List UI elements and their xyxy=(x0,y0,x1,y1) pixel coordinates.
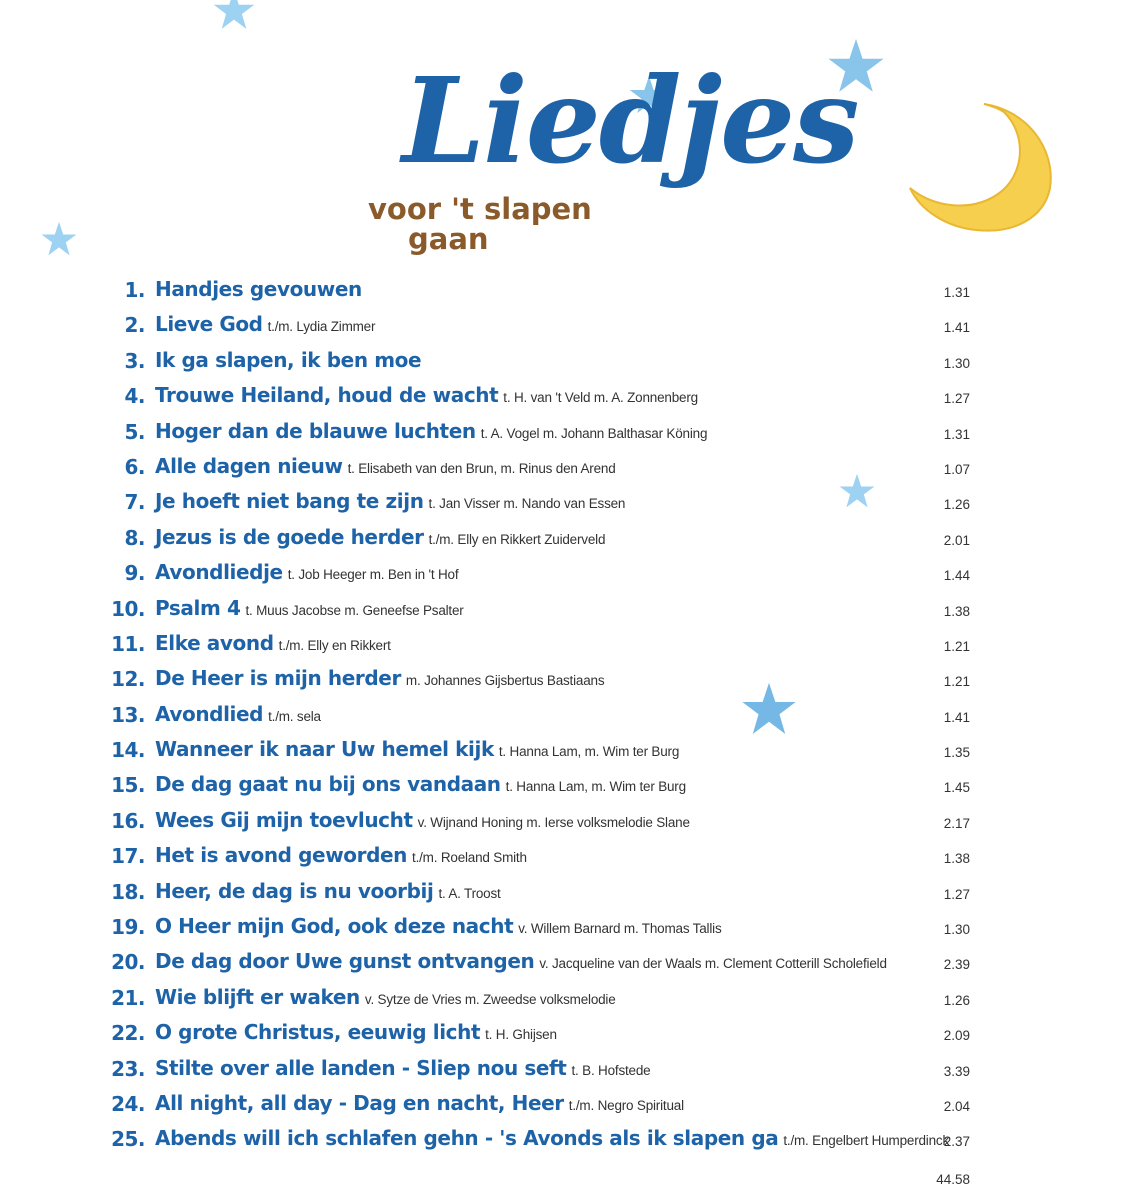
track-duration: 1.30 xyxy=(943,355,970,371)
star-icon xyxy=(40,220,78,258)
track-line xyxy=(155,949,887,973)
track-credits: t./m. Lydia Zimmer xyxy=(267,319,376,335)
track-number: 20. xyxy=(111,950,145,975)
track-duration: 1.35 xyxy=(943,745,970,761)
track-duration: 1.38 xyxy=(943,603,970,619)
track-credits: t./m. Roeland Smith xyxy=(412,850,527,866)
track-title: De dag gaat nu bij ons vandaan xyxy=(155,772,501,797)
track-title: Lieve God xyxy=(155,312,263,337)
track-row xyxy=(0,983,1131,1018)
track-line xyxy=(155,666,604,690)
track-line xyxy=(155,1020,557,1044)
track-duration: 1.26 xyxy=(943,497,970,513)
track-duration: 1.41 xyxy=(943,709,970,725)
track-line xyxy=(155,454,616,478)
track-line xyxy=(155,879,501,903)
track-line xyxy=(155,596,464,620)
track-row xyxy=(0,381,1131,416)
track-row xyxy=(0,346,1131,381)
track-line xyxy=(155,772,686,796)
track-title: Wanneer ik naar Uw hemel kijk xyxy=(155,737,494,762)
track-duration: 1.44 xyxy=(943,568,970,584)
track-line xyxy=(155,631,391,655)
track-number: 5. xyxy=(124,419,145,444)
track-title: Ik ga slapen, ik ben moe xyxy=(155,347,422,372)
track-credits: t./m. Elly en Rikkert Zuiderveld xyxy=(428,531,606,547)
subtitle-line-1: voor 't slapen xyxy=(368,192,592,226)
track-row xyxy=(0,1124,1131,1159)
track-credits: t. Hanna Lam, m. Wim ter Burg xyxy=(505,779,686,795)
track-number: 22. xyxy=(111,1021,145,1046)
track-duration: 2.09 xyxy=(943,1028,970,1044)
page-subtitle xyxy=(368,194,628,254)
track-line xyxy=(155,1091,684,1115)
track-title: Abends will ich schlafen gehn - 's Avonds als ik slapen ga xyxy=(155,1126,779,1151)
track-row xyxy=(0,1018,1131,1053)
page-title: Liedjes xyxy=(402,51,858,190)
track-row xyxy=(0,1089,1131,1124)
track-credits: t. Hanna Lam, m. Wim ter Burg xyxy=(498,744,680,760)
track-duration: 1.41 xyxy=(943,320,970,336)
track-row xyxy=(0,558,1131,593)
track-line xyxy=(155,737,679,761)
track-line xyxy=(155,489,625,513)
track-duration: 1.27 xyxy=(943,886,970,902)
track-number: 19. xyxy=(111,915,145,940)
track-line xyxy=(155,1056,650,1080)
track-title: Wees Gij mijn toevlucht xyxy=(155,807,413,832)
track-title: Heer, de dag is nu voorbij xyxy=(155,878,434,903)
track-row xyxy=(0,947,1131,982)
track-row xyxy=(0,700,1131,735)
track-row xyxy=(0,452,1131,487)
track-number: 8. xyxy=(124,525,145,550)
track-row xyxy=(0,523,1131,558)
track-line xyxy=(155,843,527,867)
track-line xyxy=(155,808,690,832)
track-line xyxy=(155,348,426,372)
track-credits: t./m. Engelbert Humperdinck xyxy=(783,1133,950,1149)
track-credits: t. Elisabeth van den Brun, m. Rinus den Arend xyxy=(347,460,616,476)
track-row xyxy=(0,487,1131,522)
track-line xyxy=(155,985,616,1009)
track-line xyxy=(155,312,375,336)
track-credits: v. Willem Barnard m. Thomas Tallis xyxy=(518,921,722,937)
track-number: 9. xyxy=(124,561,145,586)
track-title: Trouwe Heiland, houd de wacht xyxy=(155,383,499,408)
track-duration: 1.38 xyxy=(943,851,970,867)
track-number: 3. xyxy=(124,348,145,373)
track-row xyxy=(0,629,1131,664)
track-line xyxy=(155,1126,949,1150)
track-credits: v. Sytze de Vries m. Zweedse volksmelodie xyxy=(364,991,616,1007)
track-title: Avondliedje xyxy=(155,560,283,585)
track-duration: 1.21 xyxy=(943,638,970,654)
track-number: 10. xyxy=(111,596,145,621)
track-line xyxy=(155,419,707,443)
track-title: Wie blijft er waken xyxy=(155,984,360,1009)
track-row xyxy=(0,735,1131,770)
track-line xyxy=(155,525,605,549)
subtitle-line-2: gaan xyxy=(408,222,489,256)
track-duration: 1.31 xyxy=(943,426,970,442)
track-title: O Heer mijn God, ook deze nacht xyxy=(155,914,514,939)
track-credits: v. Wijnand Honing m. Ierse volksmelodie Slane xyxy=(417,814,690,830)
track-credits: t. H. van 't Veld m. A. Zonnenberg xyxy=(503,390,698,406)
track-line xyxy=(155,914,722,938)
track-duration: 2.04 xyxy=(943,1098,970,1114)
track-title: Psalm 4 xyxy=(155,595,241,620)
track-title: Je hoeft niet bang te zijn xyxy=(155,489,424,514)
track-row xyxy=(0,594,1131,629)
track-number: 7. xyxy=(124,490,145,515)
track-credits: t./m. Elly en Rikkert xyxy=(278,637,391,653)
track-title: Alle dagen nieuw xyxy=(155,453,343,478)
track-duration: 2.17 xyxy=(943,815,970,831)
track-duration: 1.21 xyxy=(943,674,970,690)
track-title: Jezus is de goede herder xyxy=(155,524,424,549)
track-title: Hoger dan de blauwe luchten xyxy=(155,418,476,443)
track-list xyxy=(0,275,1131,1160)
track-row xyxy=(0,912,1131,947)
track-duration: 2.01 xyxy=(943,532,970,548)
track-row xyxy=(0,806,1131,841)
track-number: 16. xyxy=(111,808,145,833)
track-row xyxy=(0,877,1131,912)
track-duration: 1.07 xyxy=(943,461,970,477)
track-title: Handjes gevouwen xyxy=(155,277,362,301)
track-duration: 2.37 xyxy=(943,1134,970,1150)
track-number: 12. xyxy=(111,667,145,692)
track-credits: t. B. Hofstede xyxy=(571,1062,651,1078)
track-row xyxy=(0,310,1131,345)
track-duration: 1.31 xyxy=(943,285,970,300)
track-credits: t. A. Troost xyxy=(438,885,501,901)
moon-icon xyxy=(906,100,1062,236)
track-number: 23. xyxy=(111,1056,145,1081)
track-number: 17. xyxy=(111,844,145,869)
track-line xyxy=(155,560,458,584)
track-row xyxy=(0,275,1131,310)
track-title: O grote Christus, eeuwig licht xyxy=(155,1020,481,1045)
track-title: Het is avond geworden xyxy=(155,843,408,868)
track-number: 4. xyxy=(124,384,145,409)
track-line xyxy=(155,702,321,726)
track-row xyxy=(0,770,1131,805)
track-title: Avondlied xyxy=(155,701,264,726)
track-title: All night, all day - Dag en nacht, Heer xyxy=(155,1090,564,1115)
track-row xyxy=(0,417,1131,452)
track-number: 25. xyxy=(111,1127,145,1152)
track-duration: 1.30 xyxy=(943,922,970,938)
track-credits: t. Job Heeger m. Ben in 't Hof xyxy=(287,567,459,583)
track-number: 11. xyxy=(111,631,145,656)
star-icon xyxy=(212,0,256,32)
track-credits: t./m. Negro Spiritual xyxy=(568,1097,684,1113)
total-duration: 44.58 xyxy=(936,1172,970,1187)
track-credits: t. H. Ghijsen xyxy=(485,1027,557,1043)
track-credits: t. Muus Jacobse m. Geneefse Psalter xyxy=(245,602,464,618)
track-credits: t./m. sela xyxy=(268,708,321,724)
track-credits: v. Jacqueline van der Waals m. Clement Cotterill Scholefield xyxy=(539,956,887,972)
track-number: 21. xyxy=(111,985,145,1010)
track-duration: 3.39 xyxy=(943,1063,970,1079)
track-number: 2. xyxy=(124,313,145,338)
track-number: 13. xyxy=(111,702,145,727)
track-duration: 2.39 xyxy=(943,957,970,973)
track-row xyxy=(0,841,1131,876)
track-duration: 1.27 xyxy=(943,391,970,407)
track-line xyxy=(155,383,698,407)
track-row xyxy=(0,664,1131,699)
track-row xyxy=(0,1054,1131,1089)
track-duration: 1.26 xyxy=(943,992,970,1008)
track-credits: t. Jan Visser m. Nando van Essen xyxy=(428,496,626,512)
track-number: 15. xyxy=(111,773,145,798)
track-credits: t. A. Vogel m. Johann Balthasar Köning xyxy=(480,425,708,441)
track-title: Elke avond xyxy=(155,630,274,655)
track-number: 18. xyxy=(111,879,145,904)
track-number: 6. xyxy=(124,454,145,479)
track-line xyxy=(155,277,367,301)
track-duration: 1.45 xyxy=(943,780,970,796)
track-number: 1. xyxy=(124,278,145,302)
track-number: 14. xyxy=(111,738,145,763)
track-title: Stilte over alle landen - Sliep nou seft xyxy=(155,1055,567,1080)
track-number: 24. xyxy=(111,1091,145,1116)
track-title: De dag door Uwe gunst ontvangen xyxy=(155,949,535,974)
track-credits: m. Johannes Gijsbertus Bastiaans xyxy=(405,673,605,689)
track-title: De Heer is mijn herder xyxy=(155,666,401,691)
